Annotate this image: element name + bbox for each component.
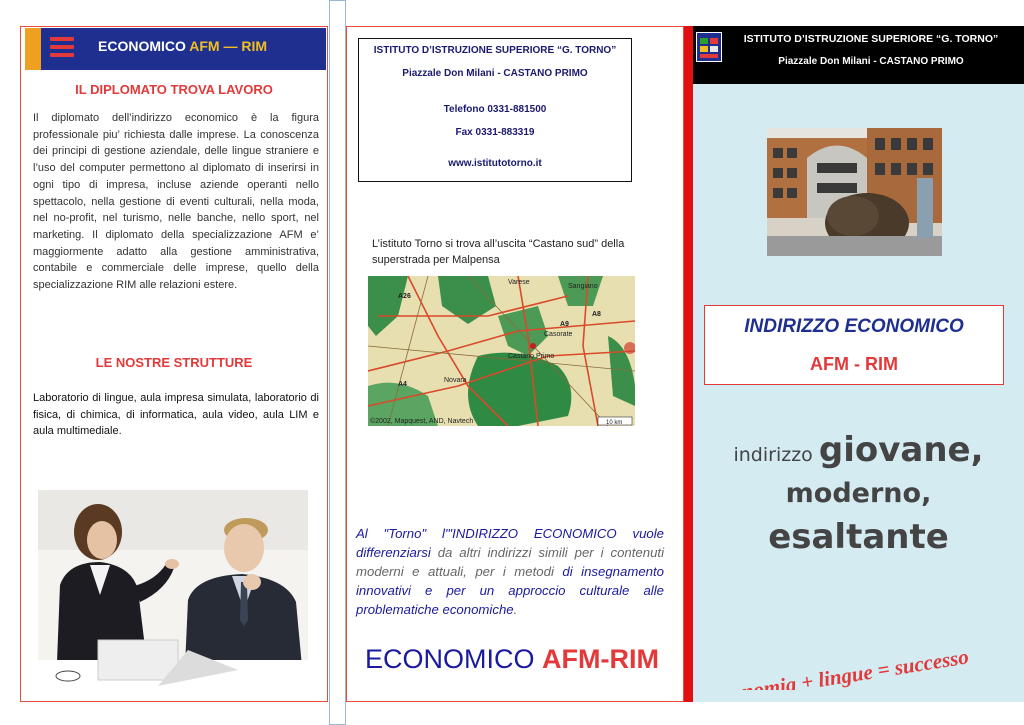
menu-icon xyxy=(50,37,74,59)
map-label-a8: A8 xyxy=(592,311,601,318)
school-building-photo xyxy=(767,128,942,256)
quote-part: differenziarsi xyxy=(356,545,431,560)
right-red-strip xyxy=(684,26,693,702)
map-label-novara: Novara xyxy=(444,377,467,384)
slogan-line3: esaltante xyxy=(768,517,949,557)
location-text: L’istituto Torno si trova all’uscita “Castano sud” della superstrada per Malpensa xyxy=(372,238,625,266)
slogan-line1: indirizzo giovane, xyxy=(733,430,984,470)
right-school-address: Piazzale Don Milani - CASTANO PRIMO xyxy=(778,56,964,67)
fold-divider xyxy=(329,0,346,725)
quote-part: . xyxy=(513,602,518,617)
paragraph-job: Il diplomato dell’indirizzo economico è la figura professionale piu’ richiesta dalle imprese. La conoscenza dei principi di gestione aziendale, delle lingue straniere e l’uso del computer permettono al diplomato di inserirsi in ogni tipo di impresa, incluse aziende operanti nello spettacolo, nella gestione di eventi culturali, nella moda, nel no-profit, nel turismo, nelle banche, nello sport, nel marketing. Il diplomato della specializzazione AFM e’ maggiormente adatto alla gestione amministrativa, contabile e commerciale delle imprese, quello della specializzazione RIM alle relazioni estere. xyxy=(33,112,319,292)
school-logo xyxy=(696,32,722,62)
map-label-a26: A26 xyxy=(398,293,411,300)
intro-quote xyxy=(356,524,664,619)
heading-job: IL DIPLOMATO TROVA LAVORO xyxy=(75,82,273,97)
quote-part: di insegnamento innovativi e per un approccio culturale alle problematiche economiche xyxy=(356,564,664,617)
slogan-line2: moderno, xyxy=(785,478,932,509)
map-label-varese: Varese xyxy=(508,279,530,286)
indirizzo-subtitle: AFM - RIM xyxy=(810,354,898,374)
location-map xyxy=(368,276,635,426)
handwritten-slogan xyxy=(702,640,1022,690)
fax-number: Fax 0331-883319 xyxy=(455,127,535,138)
middle-footer-title: ECONOMICO AFM-RIM xyxy=(365,644,659,674)
map-label-sangiano: Sangiano xyxy=(568,283,598,290)
school-name: ISTITUTO D’ISTRUZIONE SUPERIORE “G. TORNO” xyxy=(373,45,617,56)
office-photo xyxy=(38,490,308,688)
website-link[interactable]: www.istitutotorno.it xyxy=(448,158,542,169)
map-label-a4: A4 xyxy=(398,381,407,388)
contact-box xyxy=(358,38,632,182)
indirizzo-title: INDIRIZZO ECONOMICO xyxy=(744,316,964,337)
heading-facilities: LE NOSTRE STRUTTURE xyxy=(95,355,253,370)
left-header-title: ECONOMICO AFM — RIM xyxy=(98,38,268,54)
paragraph-facilities: Laboratorio di lingue, aula impresa simulata, laboratorio di fisica, di chimica, di informatica, aula video, aula LIM e aula multimediale. xyxy=(33,392,319,438)
map-label-castano: Castano Primo xyxy=(508,353,555,360)
handwritten-text: economia + lingue = successo xyxy=(711,644,971,690)
quote-part: Al "Torno" l'"INDIRIZZO ECONOMICO vuole xyxy=(356,526,664,541)
quote-part: da altri indirizzi simili per i contenuti moderni e attuali, per i metodi xyxy=(356,545,664,579)
map-label-casorate: Casorate xyxy=(544,331,573,338)
header-accent-bar xyxy=(25,28,41,70)
map-label-a9: A9 xyxy=(560,321,569,328)
phone-number: Telefono 0331-881500 xyxy=(443,104,547,115)
map-scale: 10 km xyxy=(606,420,623,426)
school-address: Piazzale Don Milani - CASTANO PRIMO xyxy=(402,68,588,79)
map-copyright: ©2002, Mapquest, AND, Navtech xyxy=(370,418,474,425)
right-school-name: ISTITUTO D’ISTRUZIONE SUPERIORE “G. TORNO” xyxy=(743,33,999,45)
